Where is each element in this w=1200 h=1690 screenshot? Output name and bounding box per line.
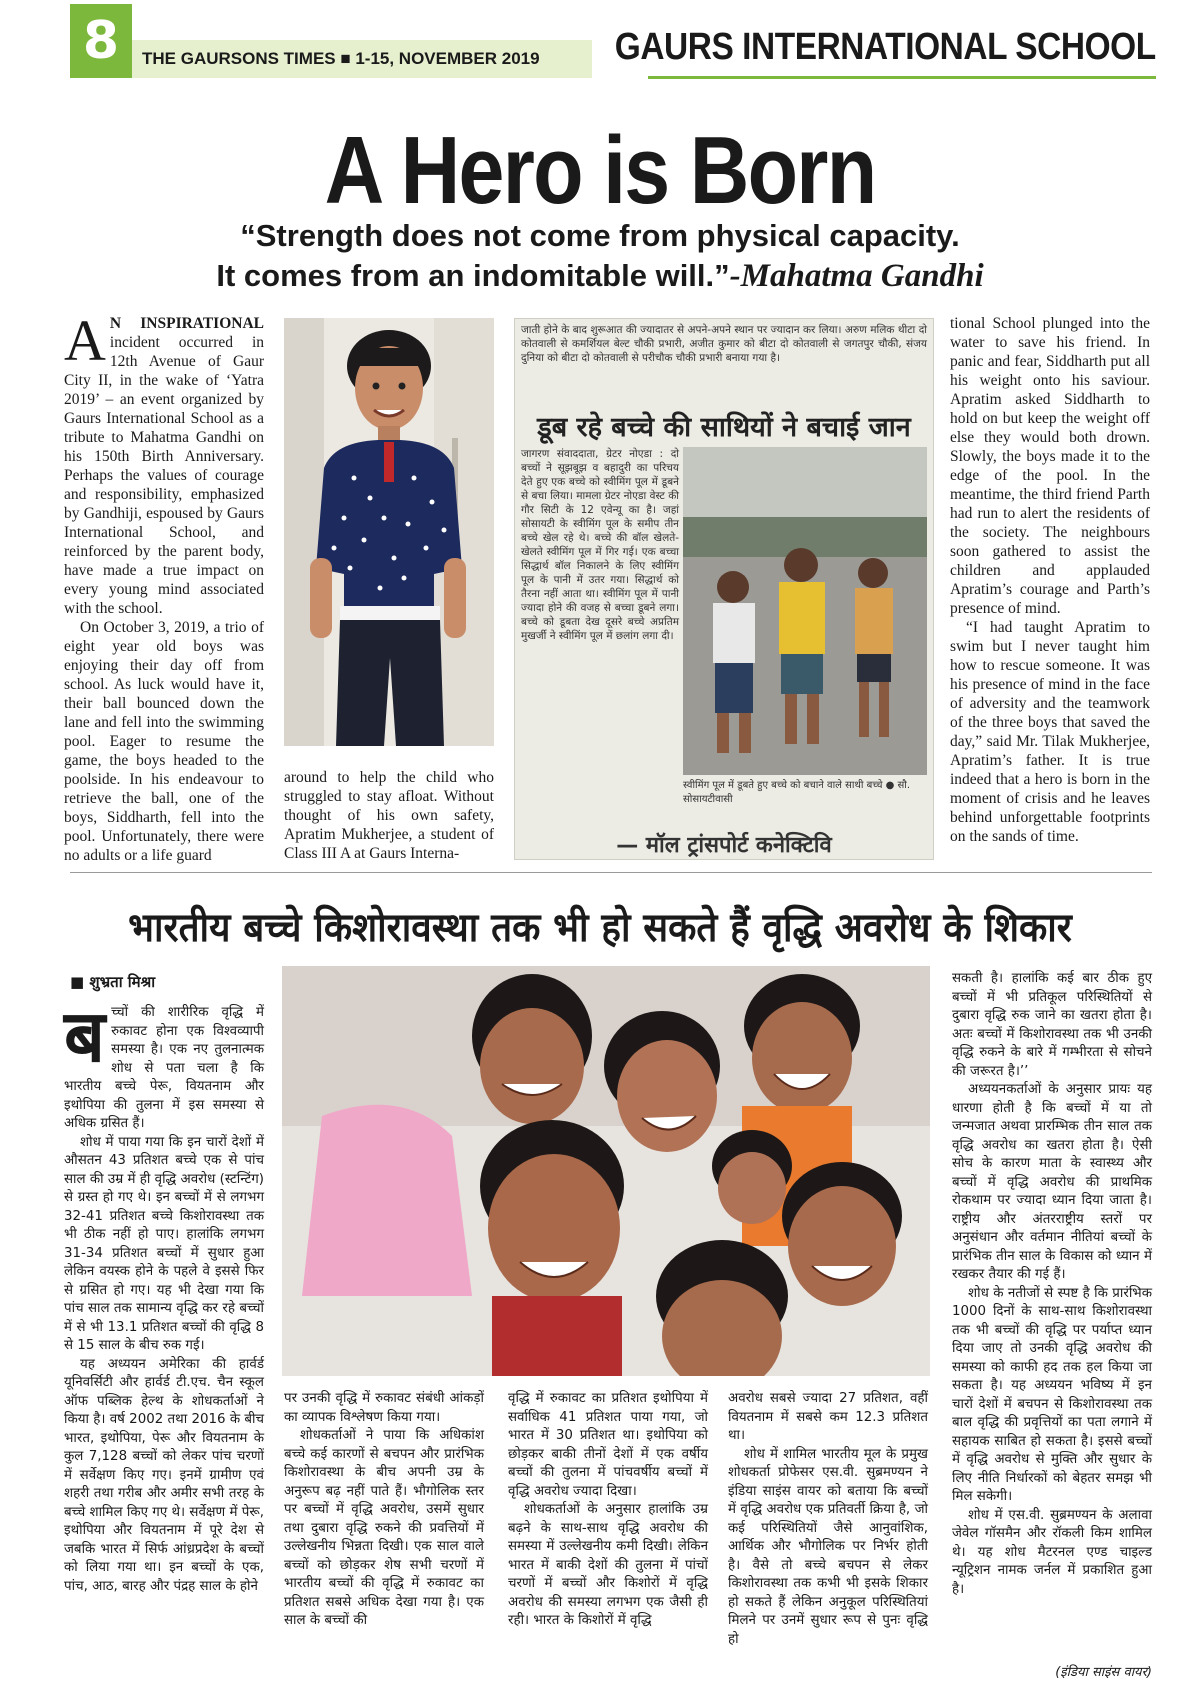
quote-line-1: “Strength does not come from physical capacity. (240, 218, 960, 253)
paragraph: शोध में शामिल भारतीय मूल के प्रमुख शोधकर्ता प्रोफेसर एस.वी. सुब्रमण्यन ने इंडिया साइंस वायर को बताया कि बच्चों में वृद्धि अवरोध एक प्रतिवर्ती क्रिया है, जो कई परिस्थितियों जैसे आनुवांशिक, आर्थिक और भौगोलिक पर निर्भर होती है। वैसे तो बच्चे बचपन से लेकर किशोरावस्था तक कभी भी इसके शिकार हो सकते हैं लेकिन अनुकूल परिस्थितियां मिलने पर उनमें सुधार रूप से पुनः वृद्धि हो (728, 1446, 928, 1647)
paragraph: “I had taught Apratim to swim but I never taught him how to rescue someone. It was his presence of mind in the face of adversity and the teamwork of the three boys that saved the day,” said Mr. Tilak Mukherjee, Apratim’s father. It is true indeed that a hero is born in the moment of crisis and he leaves behind unforgettable footprints on the sands of time. (950, 619, 1150, 845)
boy-photo (284, 318, 494, 746)
lead-in: N INSPIRATIONAL (109, 315, 264, 332)
clipping-photo (683, 447, 927, 775)
publication-info: THE GAURSONS TIMES ■ 1-15, NOVEMBER 2019 (142, 49, 540, 68)
article1-column-4 (950, 314, 1150, 846)
paragraph: च्चों की शारीरिक वृद्धि में रुकावट होना एक विश्वव्यापी समस्या है। एक नए तुलनात्मक शोध से पता चला है कि भारतीय बच्चे पेरू, वियतनाम और इथोपिया की तुलना में इस समस्या से अधिक ग्रसित हैं। (64, 1005, 264, 1131)
clipping-footer-headline: — मॉल ट्रांसपोर्ट कनेक्टिवि (616, 833, 832, 858)
newspaper-clipping (514, 318, 934, 860)
page-number: 8 (70, 4, 132, 78)
school-name: GAURS INTERNATIONAL SCHOOL (615, 26, 1156, 68)
quote-line-2 (0, 258, 1200, 295)
paragraph: around to help the child who struggled to stay afloat. Without thought of his own safety, Apratim Mukherjee, a student of Class III A at Gaurs Interna- (284, 769, 494, 862)
article2-column-2 (284, 1390, 484, 1631)
clipping-headline: डूब रहे बच्चे की साथियों ने बचाई जान (537, 412, 911, 443)
header-rule (648, 76, 1156, 79)
article-credit: (इंडिया साइंस वायर) (1055, 1665, 1152, 1680)
drop-cap: A (64, 308, 106, 373)
paragraph: tional School plunged into the water to save his friend. In panic and fear, Siddharth put all his weight onto his saviour. Apratim asked Siddharth to hold on but keep the weight off else they would both drown. Slowly, the boys made it to the edge of the pool. In the meantime, the third friend Parth had run to alert the residents of the society. The neighbours soon gathered to assist the children and applauded Apratim’s courage and Parth’s presence of mind. (950, 315, 1150, 617)
paragraph: शोध के नतीजों से स्पष्ट है कि प्रारंभिक 1000 दिनों के साथ-साथ किशोरावस्था तक भी बच्चों की वृद्धि पर पर्याप्त ध्यान दिया जाए तो उनकी वृद्धि अवरोध की समस्या को काफी हद तक हल किया जा सकता है। यह अध्ययन भविष्य में इन चारों देशों में बचपन से किशोरावस्था तक बाल वृद्धि की प्रवृत्तियों का पता लगाने में सहायक साबित हो सकता है। इससे बच्चों में वृद्धि अवरोध से मुक्ति और सुधार के लिए नीति निर्धारकों को बेहतर समझ भी मिल सकेगी। (952, 1285, 1152, 1504)
publication-bar (132, 40, 592, 78)
paragraph: शोध में पाया गया कि इन चारों देशों में औसतन 43 प्रतिशत बच्चे एक से पांच साल की उम्र में ही वृद्धि अवरोध (स्टन्टिंग) से ग्रस्त हो गए थे। इन बच्चों में से लगभग 32-41 प्रतिशत बच्चे किशोरावस्था तक भी ठीक नहीं हो पाए। हालांकि लगभग 31-34 प्रतिशत बच्चों में सुधार हुआ लेकिन वयस्क होने के पहले वे इससे फिर से ग्रसित हो गए। यह भी देखा गया कि पांच साल तक सामान्य वृद्धि कर रहे बच्चों में से भी 13.1 प्रतिशत बच्चों की वृद्धि 8 से 15 साल के बीच रुक गई। (64, 1134, 264, 1353)
article-headline: A Hero is Born (324, 117, 876, 224)
paragraph: वृद्धि में रुकावट का प्रतिशत इथोपिया में सर्वाधिक 41 प्रतिशत पाया गया, जो भारत में 30 प्रतिशत था। इथोपिया को छोड़कर बाकी तीनों देशों में एक वर्षीय बच्चों की तुलना में पांचवर्षीय बच्चों में वृद्धि अवरोध ज्यादा दिखा। (508, 1391, 708, 1499)
hindi-article-headline: भारतीय बच्चे किशोरावस्था तक भी हो सकते हैं वृद्धि अवरोध के शिकार (128, 905, 1072, 951)
article1-column-1 (64, 308, 264, 865)
paragraph: शोध में एस.वी. सुब्रमण्यन के अलावा जेवेल गॉसमैन और रॉकली किम शामिल थे। यह शोध मैटरनल एण्ड चाइल्ड न्यूट्रिशन नामक जर्नल में प्रकाशित हुआ है। (952, 1507, 1152, 1597)
paragraph: शोधकर्ताओं के अनुसार हालांकि उम्र बढ़ने के साथ-साथ वृद्धि अवरोध की समस्या में उल्लेखनीय कमी दिखी। लेकिन भारत में बाकी देशों की तुलना में पांचों चरणों में बच्चों और किशोरों में वृद्धि अवरोध की समस्या लगभग एक जैसी ही रही। भारत के किशोरों में वृद्धि (508, 1502, 708, 1628)
clipping-body: जागरण संवाददाता, ग्रेटर नोएडा : दो बच्चों ने सूझबूझ व बहादुरी का परिचय देते हुए एक बच्चे को स्वीमिंग पूल में डूबने से बचा लिया। मामला ग्रेटर नोएडा वेस्ट की गौर सिटी के 12 एवेन्यू का है। जहां सोसायटी के स्वीमिंग पूल के समीप तीन बच्चे खेल रहे थे। बच्चे की बॉल खेलते-खेलते स्वीमिंग पूल में गिर गई। एक बच्चा सिद्धार्थ बॉल निकालने के लिए स्वीमिंग पूल के पानी में उतर गया। सिद्धार्थ को तैरना नहीं आता था। स्वीमिंग पूल में पानी ज्यादा होने की वजह से बच्चा डूबने लगा। बच्चे को डूबता देख दूसरे बच्चे अप्रतिम मुखर्जी ने स्वीमिंग पूल में छलांग लगा दी। (521, 448, 679, 642)
section-divider (70, 872, 1152, 873)
clipping-top-text: जाती होने के बाद शुरूआत की ज्यादातर से अपने-अपने स्थान पर ज्यादान कर लिया। अरुण मलिक थीटा दो कोतवाली से कमर्शियल बेल्ट चौकी प्रभारी, अजीत कुमार को बीटा दो कोतवाली से जगतपुर चौकी, संजय दुनिया को बीटा दो कोतवाली से परीचौक चौकी प्रभारी बनाया गया है। (521, 324, 927, 364)
paragraph: On October 3, 2019, a trio of eight year old boys was enjoying their day off from school. As luck would have it, their ball bounced down the lane and fell into the swimming pool. Eager to resume the game, the boys headed to the poolside. In his endeavour to retrieve the ball, one of the boys, Siddharth, fell into the pool. Unfortunately, there were no adults or a life guard (64, 619, 264, 864)
drop-cap: ब (64, 994, 106, 1078)
article2-column-5 (952, 970, 1152, 1599)
paragraph: पर उनकी वृद्धि में रुकावट संबंधी आंकड़ों का व्यापक विश्लेषण किया गया। (284, 1391, 484, 1425)
byline: ■ शुभ्रता मिश्रा (70, 973, 156, 991)
paragraph: अवरोध सबसे ज्यादा 27 प्रतिशत, वहीं वियतनाम में सबसे कम 12.3 प्रतिशत था। (728, 1391, 928, 1443)
clipping-caption: स्वीमिंग पूल में डूबते हुए बच्चे को बचाने वाले साथी बच्चे ● सौ. सोसायटीवासी (683, 780, 911, 805)
quote-author: -Mahatma Gandhi (729, 258, 984, 294)
paragraph: सकती है। हालांकि कई बार ठीक हुए बच्चों में भी प्रतिकूल परिस्थितियों से दुबारा वृद्धि रुक जाने का खतरा होता है। अतः बच्चों में किशोरावस्था तक भी उनकी वृद्धि रुकने के बारे में गम्भीरता से सोचने की जरूरत है।’’ (952, 971, 1152, 1079)
paragraph: यह अध्ययन अमेरिका की हार्वर्ड यूनिवर्सिटी और हार्वर्ड टी.एच. चैन स्कूल ऑफ पब्लिक हेल्थ के शोधकर्ताओं ने किया है। वर्ष 2002 तथा 2016 के बीच भारत, इथोपिया, पेरू और वियतनाम के कुल 7,128 बच्चों को लेकर पांच चरणों में सर्वेक्षण किए गए। इनमें ग्रामीण एवं शहरी तथा गरीब और अमीर सभी तरह के बच्चे शामिल किए गए थे। सर्वेक्षण में पेरू, इथोपिया और वियतनाम में पूरे देश से जबकि भारत में सिर्फ आंध्रप्रदेश के बच्चों को लिया गया था। इन बच्चों के एक, पांच, आठ, बारह और पंद्रह साल के होने (64, 1356, 264, 1594)
quote-text: It comes from an indomitable will.” (216, 258, 730, 293)
article2-column-1 (64, 994, 264, 1596)
article2-column-4 (728, 1390, 928, 1649)
paragraph: incident occurred in 12th Avenue of Gaur City II, in the wake of ‘Yatra 2019’ – an event organized by Gaurs International School as a tribute to Mahatma Gandhi on his 150th Birth Anniversary. Perhaps the values of courage and responsibility, emphasized by Gandhiji, espoused by Gaurs International School, and reinforced by the parent body, have made a true impact on every young mind associated with the school. (64, 334, 264, 617)
article2-column-3 (508, 1390, 708, 1631)
paragraph: शोधकर्ताओं ने पाया कि अधिकांश बच्चे कई कारणों से बचपन और प्रारंभिक किशोरावस्था के बीच अपनी उम्र के अनुरूप बढ़ नहीं पाते हैं। भौगोलिक स्तर पर बच्चों में वृद्धि अवरोध, उसमें सुधार तथा दुबारा वृद्धि रुकने की प्रवत्तियों में उल्लेखनीय भिन्नता दिखी। एक साल वाले बच्चों को छोड़कर शेष सभी चरणों में भारतीय बच्चों की वृद्धि में रुकावट का प्रतिशत सबसे अधिक देखा गया है। एक साल के बच्चों की (284, 1428, 484, 1628)
paragraph: अध्ययनकर्ताओं के अनुसार प्रायः यह धारणा होती है कि बच्चों में या तो जन्मजात अथवा प्रारम्भिक तीन साल तक वृद्धि अवरोध का खतरा होता है। ऐसी सोच के कारण माता के स्वास्थ्य और बच्चों में वृद्धि अवरोध की प्राथमिक रोकथाम पर ज्यादा ध्यान दिया जाता है। राष्ट्रीय और अंतरराष्ट्रीय स्तरों पर अनुसंधान और वर्तमान नीतियां बच्चों के प्रारंभिक तीन साल के विकास को ध्यान में रखकर तैयार की गई हैं। (952, 1082, 1152, 1282)
children-photo (282, 966, 930, 1376)
article1-column-2 (284, 768, 494, 863)
